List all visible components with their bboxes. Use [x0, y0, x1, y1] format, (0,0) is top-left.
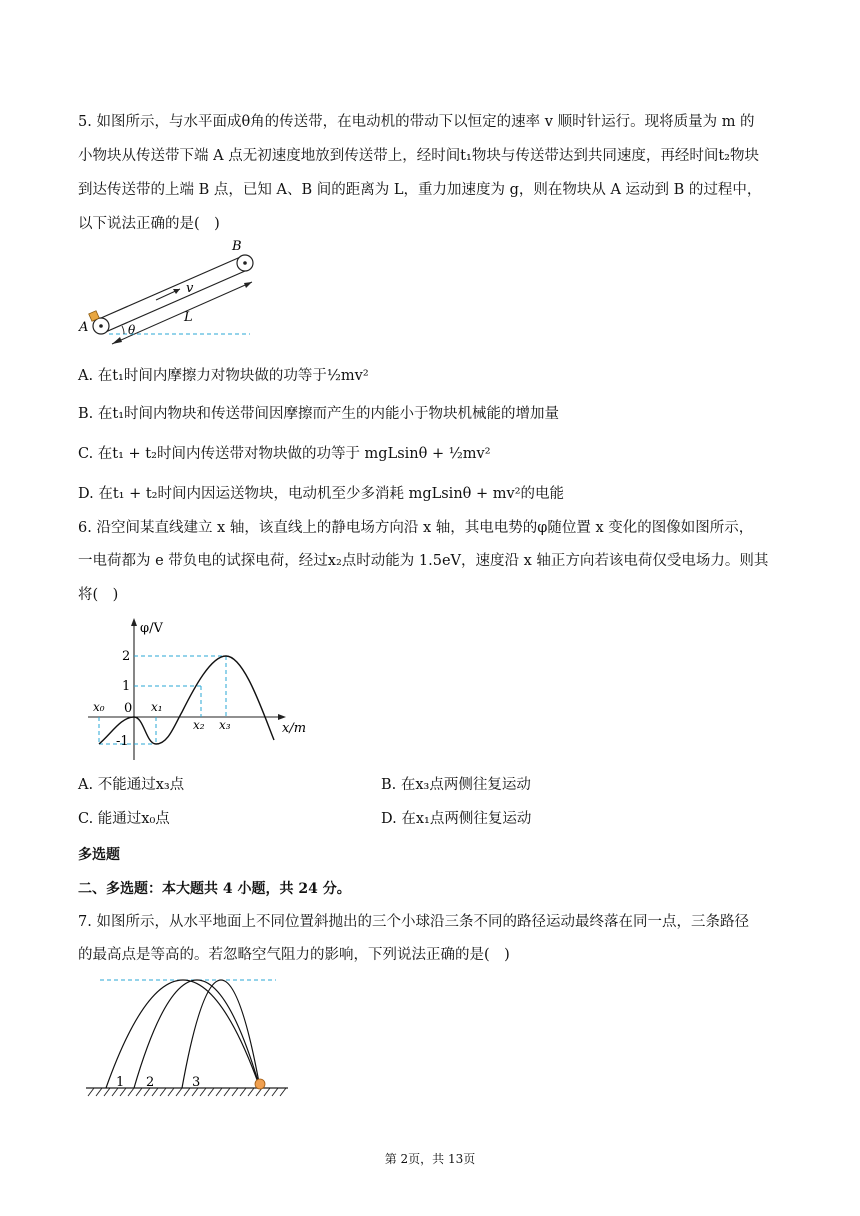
q6-option-c: C. 能通过x₀点	[78, 811, 170, 827]
potential-graph	[86, 614, 316, 764]
q5-option-c: C. 在t₁ + t₂时间内传送带对物块做的功等于 mgLsinθ + ½mv²	[78, 446, 491, 462]
label-v: v	[186, 281, 194, 296]
q5-line-3: 到达传送带的上端 B 点，已知 A、B 间的距离为 L，重力加速度为 g，则在物块从 A 运动到 B 的过程中，	[78, 182, 762, 198]
tick-1: 1	[122, 679, 131, 694]
label-theta: θ	[128, 323, 136, 337]
path-label-2: 2	[146, 1075, 155, 1090]
label-b: B	[232, 239, 242, 254]
section-heading: 二、多选题：本大题共 4 小题，共 24 分。	[78, 881, 351, 897]
q5-line-1: 5. 如图所示，与水平面成θ角的传送带，在电动机的带动下以恒定的速率 v 顺时针运行。现将质量为 m 的	[78, 114, 755, 130]
label-a: A	[79, 320, 89, 335]
label-x1: x₁	[151, 700, 163, 714]
conveyor-belt-figure	[76, 236, 266, 348]
path-label-1: 1	[116, 1075, 125, 1090]
path-label-3: 3	[192, 1075, 201, 1090]
q7-line-2: 的最高点是等高的。若忽略空气阻力的影响，下列说法正确的是( )	[78, 947, 510, 963]
tick-neg1: -1	[116, 734, 129, 749]
label-x0: x₀	[93, 700, 105, 714]
q6-line-1: 6. 沿空间某直线建立 x 轴，该直线上的静电场方向沿 x 轴，其电电势的φ随位置 x 变化的图像如图所示，	[78, 520, 754, 536]
q5-line-4: 以下说法正确的是( )	[78, 216, 220, 232]
q6-option-a: A. 不能通过x₃点	[78, 777, 185, 793]
q5-option-d: D. 在t₁ + t₂时间内因运送物块，电动机至少多消耗 mgLsinθ + mv²的电能	[78, 486, 565, 502]
label-l: L	[184, 310, 193, 325]
q6-option-d: D. 在x₁点两侧往复运动	[381, 811, 532, 827]
tick-2: 2	[122, 649, 131, 664]
section-type-label: 多选题	[78, 847, 120, 863]
x-axis-label: x/m	[282, 721, 307, 736]
projectile-figure	[84, 974, 290, 1100]
tick-0: 0	[124, 701, 133, 716]
q6-option-b: B. 在x₃点两侧往复运动	[381, 777, 531, 793]
q7-line-1: 7. 如图所示，从水平地面上不同位置斜抛出的三个小球沿三条不同的路径运动最终落在同一点，三条路径	[78, 914, 749, 930]
q5-option-a: A. 在t₁时间内摩擦力对物块做的功等于½mv²	[78, 368, 369, 384]
q5-option-b: B. 在t₁时间内物块和传送带间因摩擦而产生的内能小于物块机械能的增加量	[78, 406, 560, 422]
label-x2: x₂	[193, 718, 205, 732]
q6-line-3: 将( )	[78, 587, 119, 603]
y-axis-label: φ/V	[140, 621, 163, 636]
q5-line-2: 小物块从传送带下端 A 点无初速度地放到传送带上，经时间t₁物块与传送带达到共同速度，再经时间t₂物块	[78, 148, 759, 164]
label-x3: x₃	[219, 718, 231, 732]
page-footer: 第 2页，共 13页	[384, 1152, 476, 1166]
q6-line-2: 一电荷都为 e 带负电的试探电荷，经过x₂点时动能为 1.5eV，速度沿 x 轴正方向若该电荷仅受电场力。则其	[78, 553, 769, 569]
